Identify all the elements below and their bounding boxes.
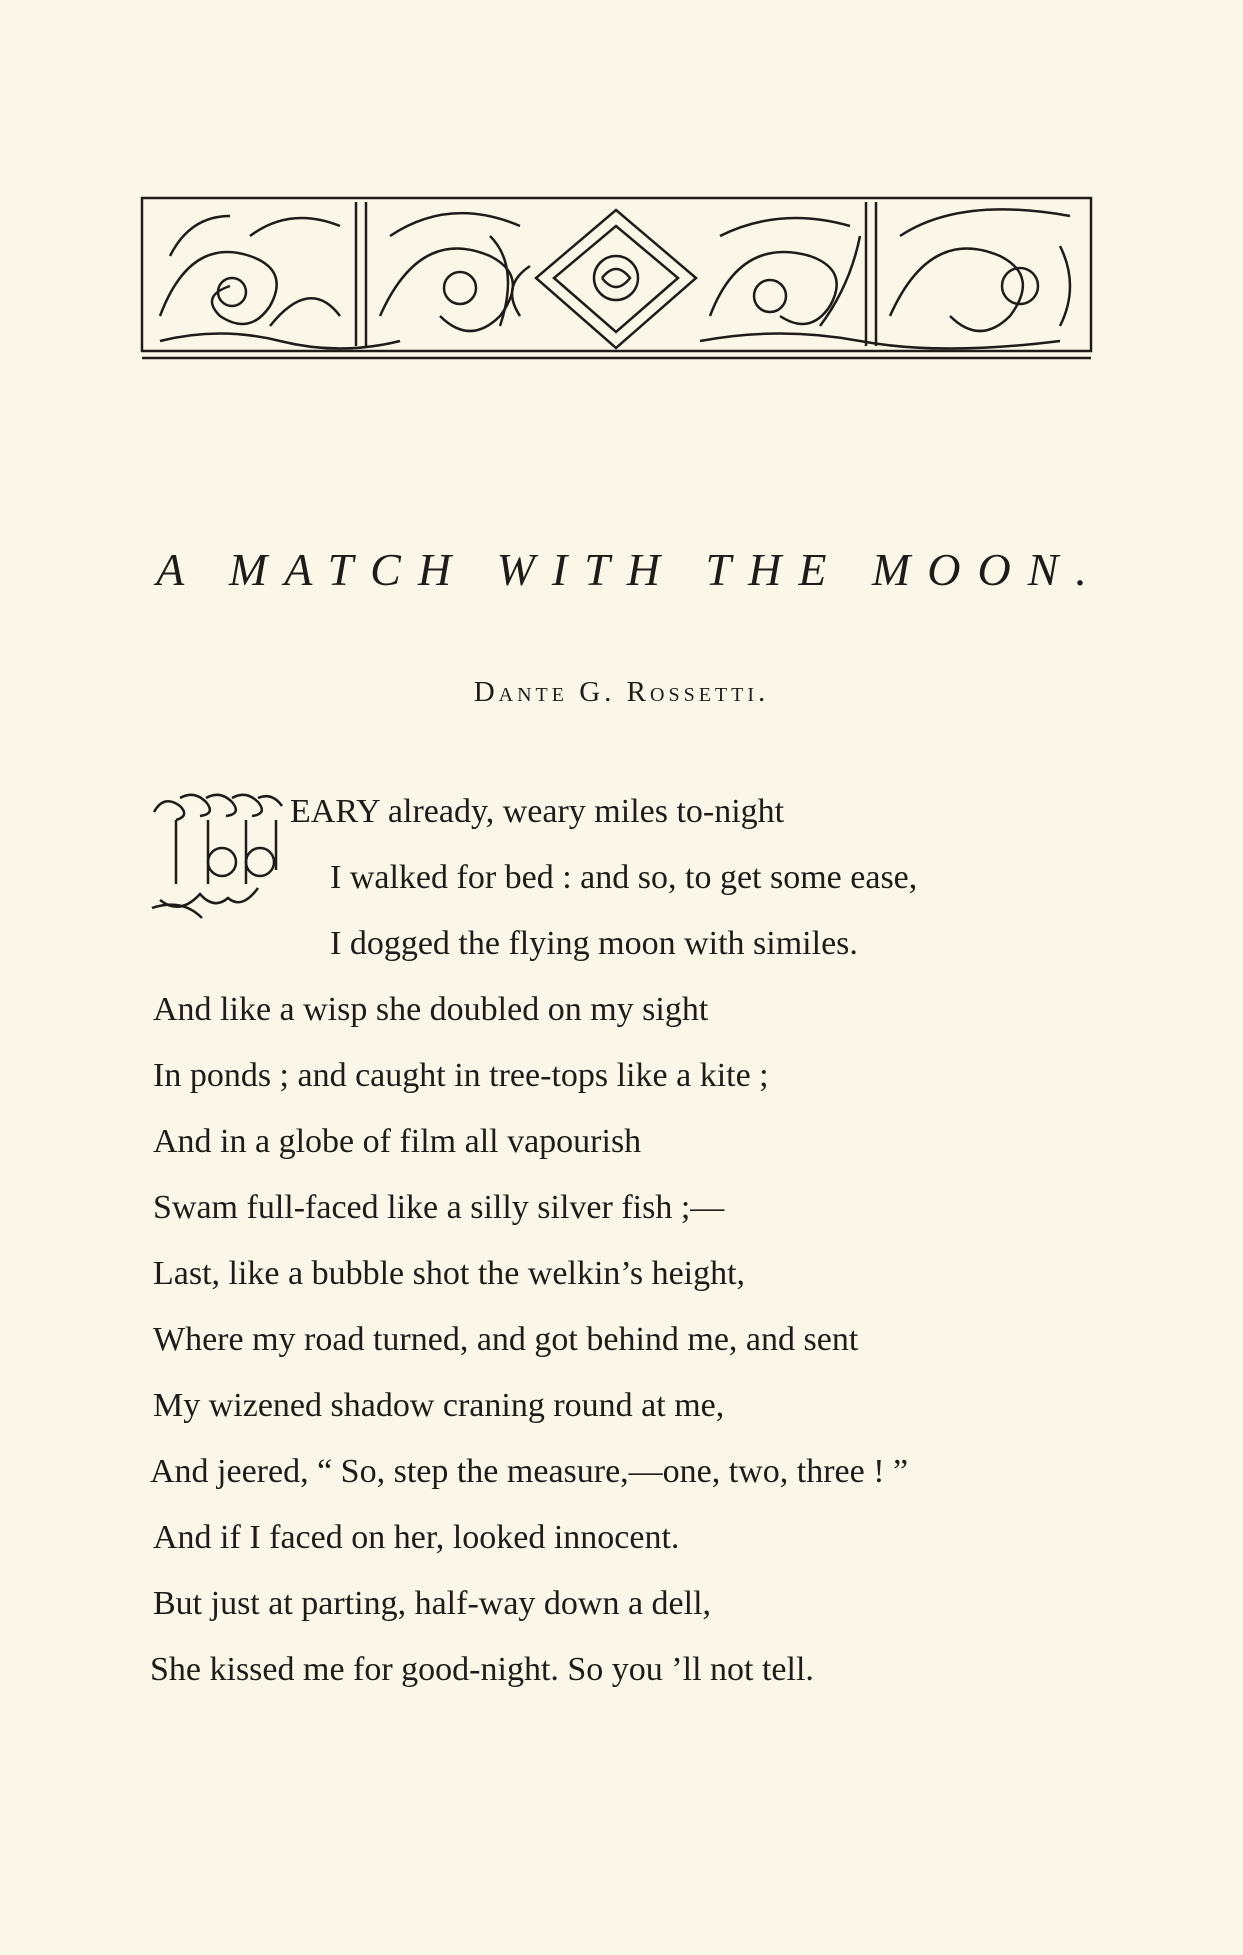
- poem-line: And jeered, “ So, step the measure,—one, two, three ! ”: [150, 1453, 909, 1490]
- floral-headpiece-icon: [140, 196, 1093, 362]
- poem-line: EARY already, weary miles to-night: [290, 793, 785, 830]
- poem-line: Last, like a bubble shot the welkin’s height,: [153, 1255, 746, 1292]
- poem-line: And if I faced on her, looked innocent.: [153, 1519, 680, 1556]
- poem-line: And in a globe of film all vapourish: [153, 1123, 642, 1160]
- poem-line: My wizened shadow craning round at me,: [153, 1387, 725, 1424]
- poem-author: Dante G. Rossetti.: [473, 676, 770, 708]
- poem-line: I dogged the flying moon with similes.: [330, 925, 858, 962]
- poem-line: And like a wisp she doubled on my sight: [153, 991, 709, 1028]
- poem-line: Swam full-faced like a silly silver fish ;—: [153, 1189, 725, 1226]
- poem-line: In ponds ; and caught in tree-tops like a kite ;: [153, 1057, 769, 1094]
- decorated-w-initial-icon: [150, 790, 288, 920]
- poem-title: A MATCH WITH THE MOON.: [156, 544, 1104, 595]
- poem-line: Where my road turned, and got behind me, and sent: [153, 1321, 859, 1358]
- poem-line: She kissed me for good-night. So you ’ll not tell.: [150, 1651, 814, 1688]
- poem-line: But just at parting, half-way down a dell,: [153, 1585, 712, 1622]
- poem-line: I walked for bed : and so, to get some ease,: [330, 859, 918, 896]
